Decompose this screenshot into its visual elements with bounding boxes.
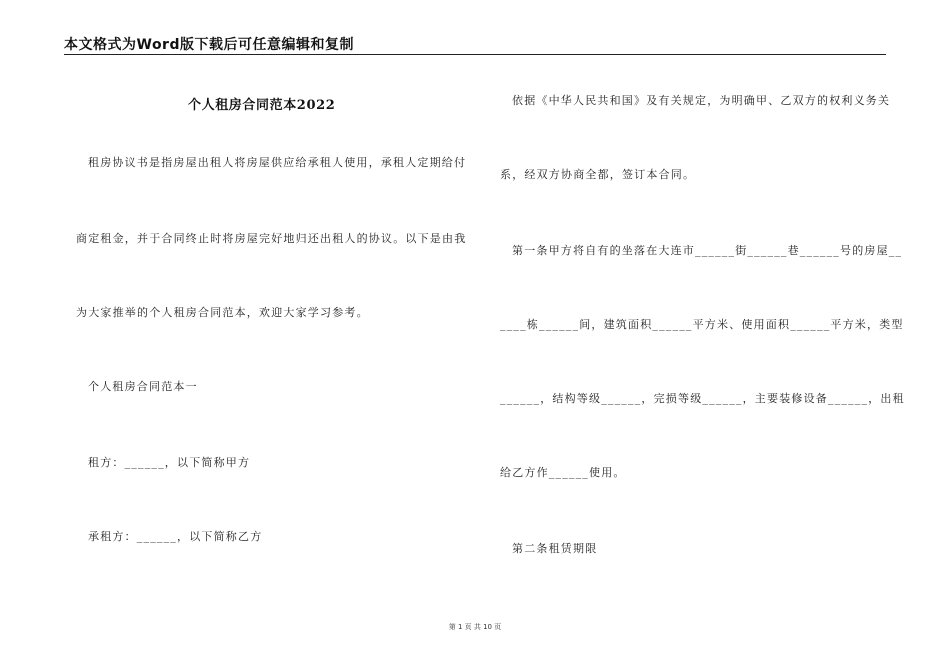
clause-intro-2: 系，经双方协商全都，签订本合同。: [500, 168, 696, 181]
section-heading: 个人租房合同范本一: [88, 380, 198, 393]
article-1-line-3: ______，结构等级______，完损等级______，主要装修设备______，出租: [500, 392, 905, 405]
document-title: 个人租房合同范本2022: [188, 98, 336, 113]
intro-line-1: 租房协议书是指房屋出租人将房屋供应给承租人使用，承租人定期给付: [88, 156, 467, 169]
header-notice: 本文格式为Word版下载后可任意编辑和复制: [64, 37, 354, 53]
article-1-line-4: 给乙方作______使用。: [500, 466, 626, 479]
intro-line-2: 商定租金，并于合同终止时将房屋完好地归还出租人的协议。以下是由我: [76, 232, 467, 245]
article-1-line-2: ____栋______间，建筑面积______平方米、使用面积______平方米，类型: [500, 318, 904, 331]
party-b-line: 承租方：______，以下简称乙方: [88, 530, 263, 543]
article-2-heading: 第二条租赁期限: [512, 542, 598, 555]
document-header: [64, 34, 886, 55]
party-a-line: 租方：______，以下简称甲方: [88, 456, 251, 469]
clause-intro-1: 依据《中华人民共和国》及有关规定，为明确甲、乙双方的权利义务关: [512, 94, 891, 107]
article-1-line-1: 第一条甲方将自有的坐落在大连市______街______巷______号的房屋__: [512, 244, 903, 257]
page-number: 第 1 页 共 10 页: [448, 623, 502, 631]
intro-line-3: 为大家推举的个人租房合同范本，欢迎大家学习参考。: [76, 306, 369, 319]
